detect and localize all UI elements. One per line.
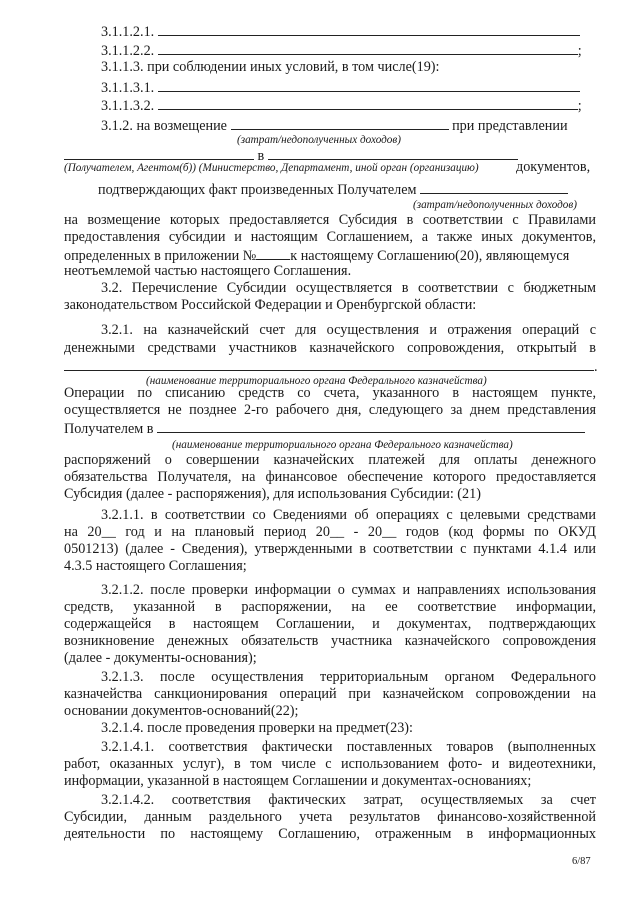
para-line: Операции по списанию средств со счета, указанного в настоящем пункте, [64,385,596,401]
blank-row: . [64,357,598,375]
blank-line [158,22,580,36]
clause-3-2-1-1: 3.2.1.1. в соответствии со Сведениями об операциях с целевыми средствами [101,507,596,523]
page-number: 6/87 [572,856,591,867]
para-line: основании документов-оснований(22); [64,703,299,719]
para-line: осуществляется не позднее 2-го рабочего дня, следующего за днем представления [64,402,596,418]
clause-3-2-1-2: 3.2.1.2. после проверки информации о суммах и направлениях использования [101,582,596,598]
para-line: Субсидия (далее - распоряжения), для использования Субсидии: (21) [64,486,481,502]
clause-3-2-1-4-2: 3.2.1.4.2. соответствия фактических затрат, осуществляемых за счет [101,792,596,808]
para-line: предоставления субсидии и настоящим Соглашением, а также иных документов, [64,229,596,245]
para-line: средств, указанной в распоряжении, на ее соответствие информации, [64,599,596,615]
para-line: работ, оказанных услуг), в том числе с использованием фото- и видеотехники, [64,756,596,772]
para-line: возникновение денежных обязательств участника казначейского сопровождения [64,633,596,649]
para-line-recipient: Получателем в [64,419,585,437]
blank-line [158,78,580,92]
blank-line [64,146,254,160]
clause-3-2-1-4: 3.2.1.4. после проведения проверки на предмет(23): [101,720,413,736]
blank-line [158,41,578,55]
para-line: 0501213) (далее - Сведения), утвержденными в соответствии с пунктами 4.1.4 или [64,541,596,557]
caption-costs: (затрат/недополученных доходов) [237,134,401,146]
clause-3-1-1-3-1: 3.1.1.3.1. [101,78,580,96]
para-line: казначейства санкционирования операций при казначейском сопровождении на [64,686,596,702]
para-line: на возмещение которых предоставляется Субсидия в соответствии с Правилами [64,212,596,228]
para-line: (далее - документы-основания); [64,650,257,666]
para-line: Субсидии, данным раздельного учета результатов финансово-хозяйственной [64,809,596,825]
blank-line [158,96,578,110]
clause-3-2-1-3: 3.2.1.3. после осуществления территориальным органом Федерального [101,669,596,685]
clause-3-1-2: 3.1.2. на возмещение при представлении [101,118,568,134]
blank-line [420,180,568,194]
para-line: 4.3.5 настоящего Соглашения; [64,558,247,574]
blank-line [268,146,518,160]
clause-3-2-1: 3.2.1. на казначейский счет для осуществления и отражения операций с [101,322,596,338]
blank-line [231,116,449,130]
caption-costs-2: (затрат/недополученных доходов) [413,199,577,211]
clause-3-1-1-3-2: 3.1.1.3.2. ; [101,98,582,114]
clause-3-1-1-3: 3.1.1.3. при соблюдении иных условий, в том числе(19): [101,59,440,75]
para-line: денежными средствами участников казначейского сопровождения, открытый в [64,340,596,356]
clause-3-2: 3.2. Перечисление Субсидии осуществляется в соответствии с бюджетным [101,280,596,296]
blank-line [64,357,594,371]
para-line: содержащейся в настоящем Соглашении, и документах, подтверждающих [64,616,596,632]
line-confirming: подтверждающих факт произведенных Получателем [98,180,568,198]
blank-line [157,419,585,433]
clause-3-1-1-2-2: 3.1.1.2.2. ; [101,43,582,59]
para-line: обязательства Получателя, на финансовое обеспечение которого предоставляется [64,469,596,485]
clause-3-2-1-4-1: 3.2.1.4.1. соответствия фактически поставленных товаров (выполненных [101,739,596,755]
para-line: распоряжений о совершении казначейских платежей для оплаты денежного [64,452,596,468]
para-line-appendix: определенных в приложении № к настоящему Соглашению(20), являющемуся [64,248,570,264]
blank-line [256,246,290,260]
line-recipient-blank: в [64,146,518,164]
clause-3-1-1-2-1: 3.1.1.2.1. [101,22,580,40]
para-line: законодательством Российской Федерации и Оренбургской области: [64,297,477,313]
para-line: информации, указанной в настоящем Соглашении и документах-основаниях; [64,773,532,789]
caption-recipient-ministry: (Получателем, Агентом(б)) (Министерство, Департамент, иной орган (организацию) [64,162,479,174]
para-line: деятельности по настоящему Соглашению, отраженным в информационных [64,826,596,842]
word-documents: документов, [516,159,591,175]
para-line: неотъемлемой частью настоящего Соглашения. [64,263,352,279]
para-line: на 20__ год и на плановый период 20__ - 20__ годов (код формы по ОКУД [64,524,596,540]
caption-treasury: (наименование территориального органа Федерального казначейства) [146,375,487,387]
caption-treasury-2: (наименование территориального органа Федерального казначейства) [172,439,513,451]
